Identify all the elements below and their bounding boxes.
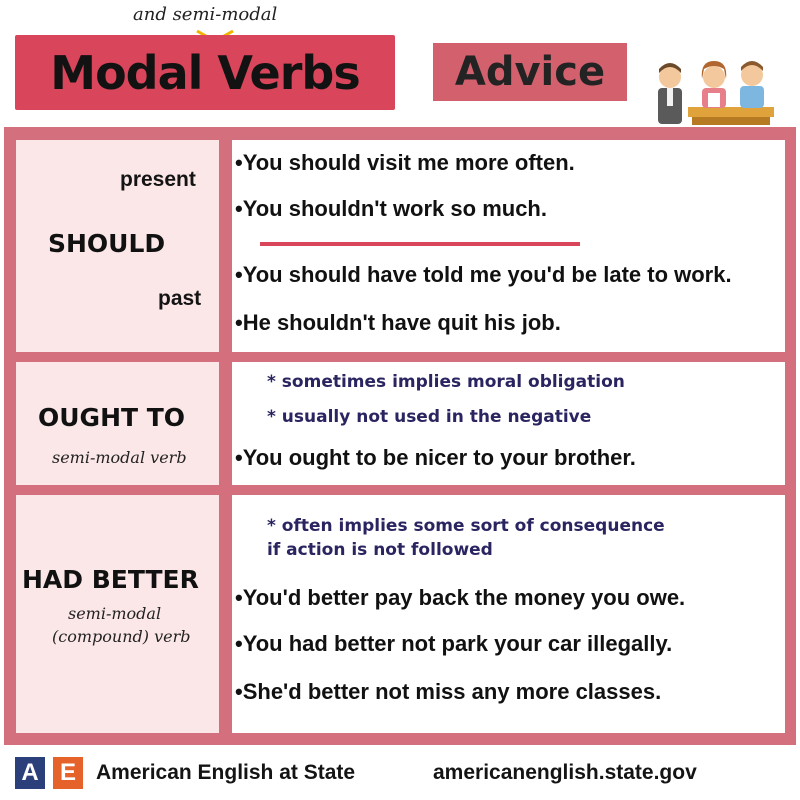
should-example-3: •You should have told me you'd be late to work. [235, 262, 732, 287]
topic-title: Advice [454, 49, 606, 95]
had-better-example-2: •You had better not park your car illegally. [235, 631, 673, 656]
logo-e-icon: E [53, 757, 83, 789]
should-example-4: •He shouldn't have quit his job. [235, 310, 561, 335]
people-illustration-icon [648, 55, 778, 127]
topic-banner [433, 43, 627, 101]
had-better-subtitle-2: (compound) verb [52, 627, 191, 646]
had-better-example-3: •She'd better not miss any more classes. [235, 679, 662, 704]
ought-note-2: * usually not used in the negative [267, 407, 592, 427]
had-better-subtitle-1: semi-modal [68, 604, 162, 623]
brand-name: American English at State [96, 761, 356, 784]
had-better-example-1: •You'd better pay back the money you owe. [235, 585, 686, 610]
page-title: Modal Verbs [50, 45, 360, 100]
title-banner [15, 35, 395, 110]
should-past-label: past [158, 287, 202, 310]
ought-verb: OUGHT TO [38, 403, 186, 432]
should-example-1: •You should visit me more often. [235, 150, 575, 175]
header-caption: and semi-modal [133, 4, 278, 25]
site-url[interactable]: americanenglish.state.gov [433, 761, 697, 784]
ought-subtitle: semi-modal verb [52, 448, 187, 467]
ought-example-1: •You ought to be nicer to your brother. [235, 445, 636, 470]
logo-a-icon: A [15, 757, 45, 789]
should-example-2: •You shouldn't work so much. [235, 196, 547, 221]
ought-note-1: * sometimes implies moral obligation [267, 372, 625, 392]
had-better-note-2: if action is not followed [267, 540, 493, 560]
divider-rule [260, 242, 580, 246]
had-better-note-1: * often implies some sort of consequence [267, 516, 665, 536]
should-verb: SHOULD [48, 229, 166, 258]
should-present-label: present [120, 168, 196, 191]
had-better-verb: HAD BETTER [22, 565, 199, 594]
